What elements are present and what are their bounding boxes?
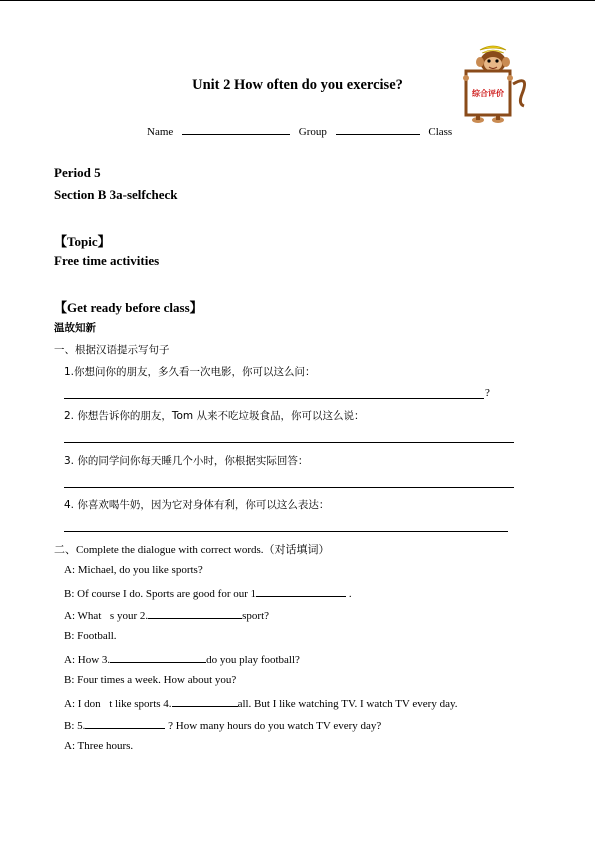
dialogue-line-3 xyxy=(64,608,269,622)
page-title: Unit 2 How often do you exercise? xyxy=(192,77,403,93)
answer-line-4[interactable] xyxy=(64,531,508,532)
topic-text: Free time activities xyxy=(54,253,160,268)
group-label: Group xyxy=(298,126,327,138)
part1-heading: 一、根据汉语提示写句子 xyxy=(54,344,170,356)
dialogue-line-5 xyxy=(64,652,300,666)
blank-2[interactable] xyxy=(148,608,242,619)
dialogue-line-3-end: sport? xyxy=(242,610,270,622)
section-label: Section B 3a-selfcheck xyxy=(54,187,178,202)
blank-4[interactable] xyxy=(172,696,238,707)
answer-line-3[interactable] xyxy=(64,487,514,488)
period-label: Period 5 xyxy=(54,165,101,180)
answer-line-2[interactable] xyxy=(64,442,514,443)
name-group-class-line xyxy=(147,123,452,138)
dialogue-line-1: A: Michael, do you like sports? xyxy=(64,564,203,576)
dialogue-line-7-text: A: I don t like sports 4. xyxy=(64,698,172,710)
name-label: Name xyxy=(147,126,174,138)
dialogue-line-6: B: Four times a week. How about you? xyxy=(64,674,237,686)
question-1: 1.你想问你的朋友，多久看一次电影，你可以这么问： xyxy=(64,366,316,378)
question-4: 4. 你喜欢喝牛奶，因为它对身体有利，你可以这么表达： xyxy=(64,499,330,511)
dialogue-line-2 xyxy=(64,586,352,600)
dialogue-line-9: A: Three hours. xyxy=(64,740,134,752)
dialogue-line-4: B: Football. xyxy=(64,630,117,642)
dialogue-line-2-text: B: Of course I do. Sports are good for our 1 xyxy=(64,588,257,600)
dialogue-line-2-end: . xyxy=(346,588,352,600)
blank-5[interactable] xyxy=(85,718,165,729)
question-2: 2. 你想告诉你的朋友，Tom 从来不吃垃圾食品，你可以这么说： xyxy=(64,410,365,422)
dialogue-line-8-end: ? How many hours do you watch TV every day? xyxy=(165,720,382,732)
dialogue-line-8-text: B: 5. xyxy=(64,720,86,732)
part2-heading xyxy=(54,541,330,557)
dialogue-line-7 xyxy=(64,696,458,710)
answer-line-1[interactable] xyxy=(64,398,484,399)
question-1-end: ? xyxy=(485,387,490,399)
name-blank[interactable] xyxy=(182,123,290,135)
topic-heading: 【Topic】 xyxy=(54,234,111,249)
badge-text: 综合评价 xyxy=(472,89,504,98)
part2-heading-text: 二、Complete the dialogue with correct words.（对话填词） xyxy=(54,544,330,556)
blank-3[interactable] xyxy=(110,652,206,663)
dialogue-line-3-text: A: What s your 2. xyxy=(64,610,149,622)
blank-1[interactable] xyxy=(256,586,346,597)
ready-subheading: 温故知新 xyxy=(54,322,96,334)
dialogue-line-7-end: all. But I like watching TV. I watch TV every day. xyxy=(237,698,458,710)
class-label: Class xyxy=(428,126,453,138)
ready-heading: 【Get ready before class】 xyxy=(54,300,203,315)
dialogue-line-5-text: A: How 3. xyxy=(64,654,111,666)
top-border-line xyxy=(0,0,595,1)
dialogue-line-5-end: do you play football? xyxy=(206,654,300,666)
question-3: 3. 你的同学问你每天睡几个小时，你根据实际回答： xyxy=(64,455,309,467)
dialogue-line-8 xyxy=(64,718,381,732)
group-blank[interactable] xyxy=(336,123,420,135)
